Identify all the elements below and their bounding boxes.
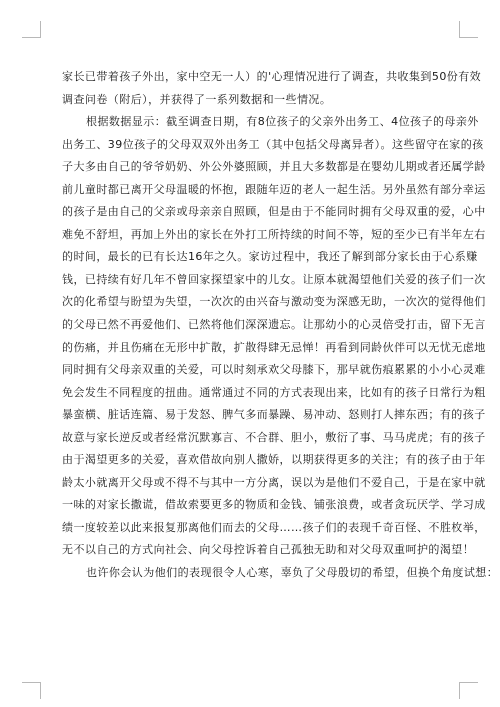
text-line: 家长已带着孩子外出，家中空无一人）的'心理情况进行了调查，共收集到50份有效 (62, 70, 482, 83)
text-line: 绩一度较差以此来报复那离他们而去的父母……孩子们的表现千奇百怪、不胜枚举， (62, 520, 486, 534)
text-line: 暴蛮横、脏话连篇、易于发怒、脾气多而暴躁、易冲动、怒则打人摔东西；有的孩子 (62, 408, 486, 422)
text-line: 由于渴望更多的关爱，喜欢借故向别人撒娇，以期获得更多的关注；有的孩子由于年 (62, 453, 486, 467)
text-line: 同时拥有父母亲双重的关爱，可以时刻承欢父母膝下，那早就伤痕累累的小小心灵难 (62, 363, 486, 377)
text-line: 的孩子是由自己的父亲或母亲亲自照顾，但是由于不能同时拥有父母双重的爱，心中 (62, 205, 486, 219)
text-line: 次的化希望与盼望为失望，一次次的由兴奋与激动变为深感无助，一次次的觉得他们 (62, 295, 486, 309)
text-line: 难免不舒坦，再加上外出的家长在外打工所持续的时间不等，短的至少已有半年左右 (62, 227, 486, 241)
text-line: 龄太小就离开父母或不得不与其中一方分离，误以为是他们不爱自己，于是在家中就 (62, 475, 486, 489)
crop-mark-bottom-right-horizontal (460, 682, 478, 683)
text-line: 根据数据显示：截至调查日期，有8位孩子的父亲外出务工、4位孩子的母亲外 (86, 115, 479, 129)
crop-mark-top-left-horizontal (22, 37, 40, 38)
crop-mark-bottom-right-vertical (459, 682, 460, 699)
crop-mark-top-left-vertical (40, 21, 41, 38)
text-line: 调查问卷（附后），并获得了一系列数据和一些情况。 (62, 92, 332, 106)
text-line: 一味的对家长撒谎，借故索要更多的物质和金钱、铺张浪费，或者贪玩厌学、学习成 (62, 498, 486, 512)
text-line: 免会发生不同程度的扭曲。通常通过不同的方式表现出来，比如有的孩子日常行为粗 (62, 385, 486, 399)
text-line: 故意与家长逆反或者经常沉默寡言、不合群、胆小，敷衍了事、马马虎虎；有的孩子 (62, 430, 486, 444)
crop-mark-bottom-left-vertical (40, 682, 41, 699)
text-line: 钱，已持续有好几年不曾回家探望家中的儿女。让原本就渴望他们关爱的孩子们一次 (62, 272, 486, 286)
text-line: 子大多由自己的爷爷奶奶、外公外婆照顾，并且大多数都是在婴幼儿期或者还属学龄 (62, 160, 486, 174)
crop-mark-top-right-vertical (459, 21, 460, 38)
text-line: 也许你会认为他们的表现很令人心寒，辜负了父母殷切的希望，但换个角度试想： (86, 566, 499, 580)
crop-mark-top-right-horizontal (460, 37, 478, 38)
text-line: 的父母已然不再爱他们、已然将他们深深遗忘。让那幼小的心灵倍受打击，留下无言 (62, 318, 486, 332)
text-line: 的伤痛，并且伤痛在无形中扩散，扩散得肆无忌惮！再看到同龄伙伴可以无忧无虑地 (62, 340, 486, 354)
text-line: 前儿童时都已离开父母温暖的怀抱，跟随年迈的老人一起生活。另外虽然有部分幸运 (62, 182, 486, 196)
crop-mark-bottom-left-horizontal (22, 682, 40, 683)
text-line: 的时间，最长的已有长达16年之久。家访过程中，我还了解到部分家长由于心系赚 (62, 250, 478, 264)
body-text (62, 66, 499, 585)
text-line: 无不以自己的方式向社会、向父母控诉着自己孤独无助和对父母双重呵护的渴望！ (62, 543, 475, 557)
text-line: 出务工、39位孩子的父母双双外出务工（其中包括父母离异者）。这些留守在家的孩 (62, 137, 484, 151)
